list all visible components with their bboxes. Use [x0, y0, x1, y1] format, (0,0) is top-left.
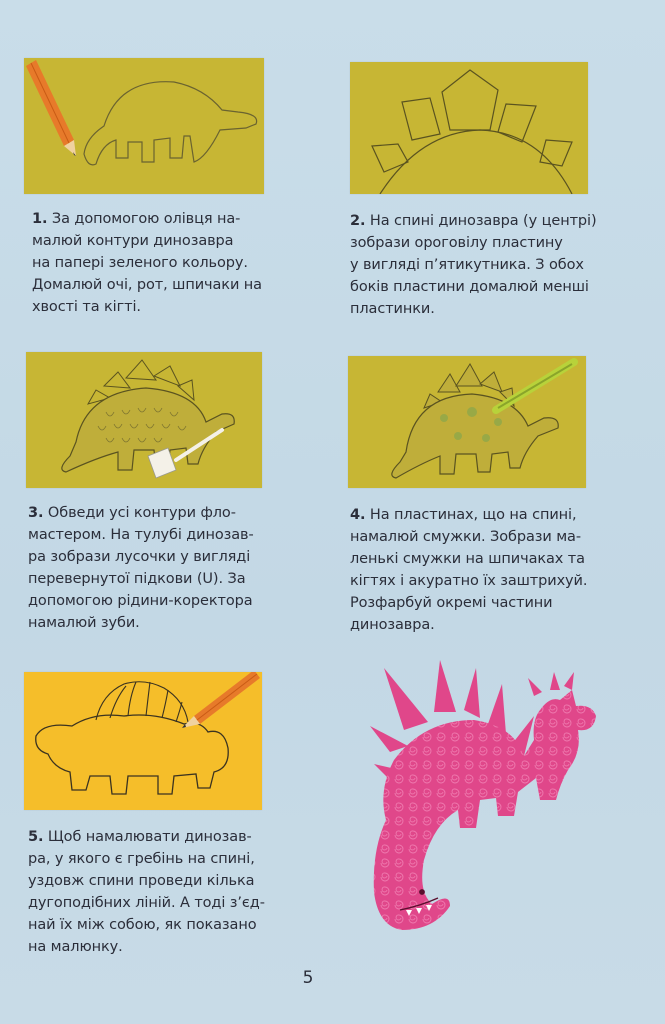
dino-outline-sketch — [84, 82, 257, 165]
step-4-caption — [350, 504, 587, 636]
plate-right-1 — [498, 104, 536, 142]
step-1-line-4: Домалюй очі, рот, шпичаки на — [32, 277, 262, 293]
step-3-line-3: ра зобрази лусочки у вигляді — [28, 549, 251, 565]
dino-body-outline — [392, 394, 558, 478]
step-4-line-6: динозавра. — [350, 617, 435, 633]
head-spikes — [528, 672, 574, 696]
step-4-line-5: Розфарбуй окремі частини — [350, 595, 553, 611]
step-3-number: 3. — [28, 505, 44, 521]
step-5-line-6: на малюнку. — [28, 939, 123, 955]
step-2-caption — [350, 210, 597, 320]
step-3-line-1: Обведи усі контури фло- — [47, 505, 236, 521]
step-3-line-5: допомогою рідини-коректора — [28, 593, 253, 609]
crest-lines — [96, 682, 188, 722]
step-4-number: 4. — [350, 507, 366, 523]
step-2-line-5: пластинки. — [350, 301, 435, 317]
step-1-caption — [32, 208, 262, 318]
dino-body-outline — [62, 388, 234, 472]
step-2-line-1: На спині динозавра (у центрі) — [369, 213, 597, 229]
step-1-line-1: За допомогою олівця на- — [51, 211, 241, 227]
step-2-line-3: у вигляді п’ятикутника. З обох — [350, 257, 584, 273]
pink-stegosaurus-illustration — [364, 660, 600, 944]
step-2-line-2: зобрази ороговілу пластину — [350, 235, 563, 251]
plate-left-1 — [402, 98, 440, 140]
step-1-line-3: на папері зеленого кольору. — [32, 255, 248, 271]
step-4-line-3: ленькі смужки на шпичаках та — [350, 551, 585, 567]
step-2-number: 2. — [350, 213, 366, 229]
step-4-line-4: кігтях і акуратно їх заштрихуй. — [350, 573, 588, 589]
plate-right-2 — [540, 140, 572, 166]
step-3-line-6: намалюй зуби. — [28, 615, 140, 631]
step-4-illustration — [348, 356, 586, 488]
step-4-line-1: На пластинах, що на спині, — [369, 507, 577, 523]
step-1-line-2: малюй контури динозавра — [32, 233, 234, 249]
step-1-number: 1. — [32, 211, 48, 227]
step-5-line-5: най їх між собою, як показано — [28, 917, 257, 933]
plate-left-2 — [372, 144, 408, 172]
step-1-line-5: хвості та кігті. — [32, 299, 141, 315]
step-3-illustration — [26, 352, 262, 488]
page-number: 5 — [302, 968, 314, 988]
step-5-caption — [28, 826, 265, 958]
step-5-line-3: уздовж спини проведи кілька — [28, 873, 255, 889]
step-2-line-4: боків пластини домалюй менші — [350, 279, 589, 295]
step-1-illustration — [24, 58, 264, 194]
step-3-line-4: перевернутої підкови (U). За — [28, 571, 246, 587]
pencil-icon — [182, 672, 260, 728]
step-5-line-2: ра, у якого є гребінь на спині, — [28, 851, 255, 867]
central-plate — [442, 70, 498, 130]
step-5-illustration — [24, 672, 262, 810]
step-5-line-4: дугоподібних ліній. А тоді з’єд- — [28, 895, 265, 911]
step-5-line-1: Щоб намалювати динозав- — [47, 829, 252, 845]
step-2-illustration — [350, 62, 588, 194]
step-4-line-2: намалюй смужки. Зобрази ма- — [350, 529, 581, 545]
crest-dino-outline — [36, 715, 228, 794]
step-3-caption — [28, 502, 254, 634]
step-5-number: 5. — [28, 829, 44, 845]
pencil-icon — [26, 60, 76, 156]
marker-icon — [496, 362, 574, 410]
step-3-line-2: мастером. На тулубі динозав- — [28, 527, 254, 543]
